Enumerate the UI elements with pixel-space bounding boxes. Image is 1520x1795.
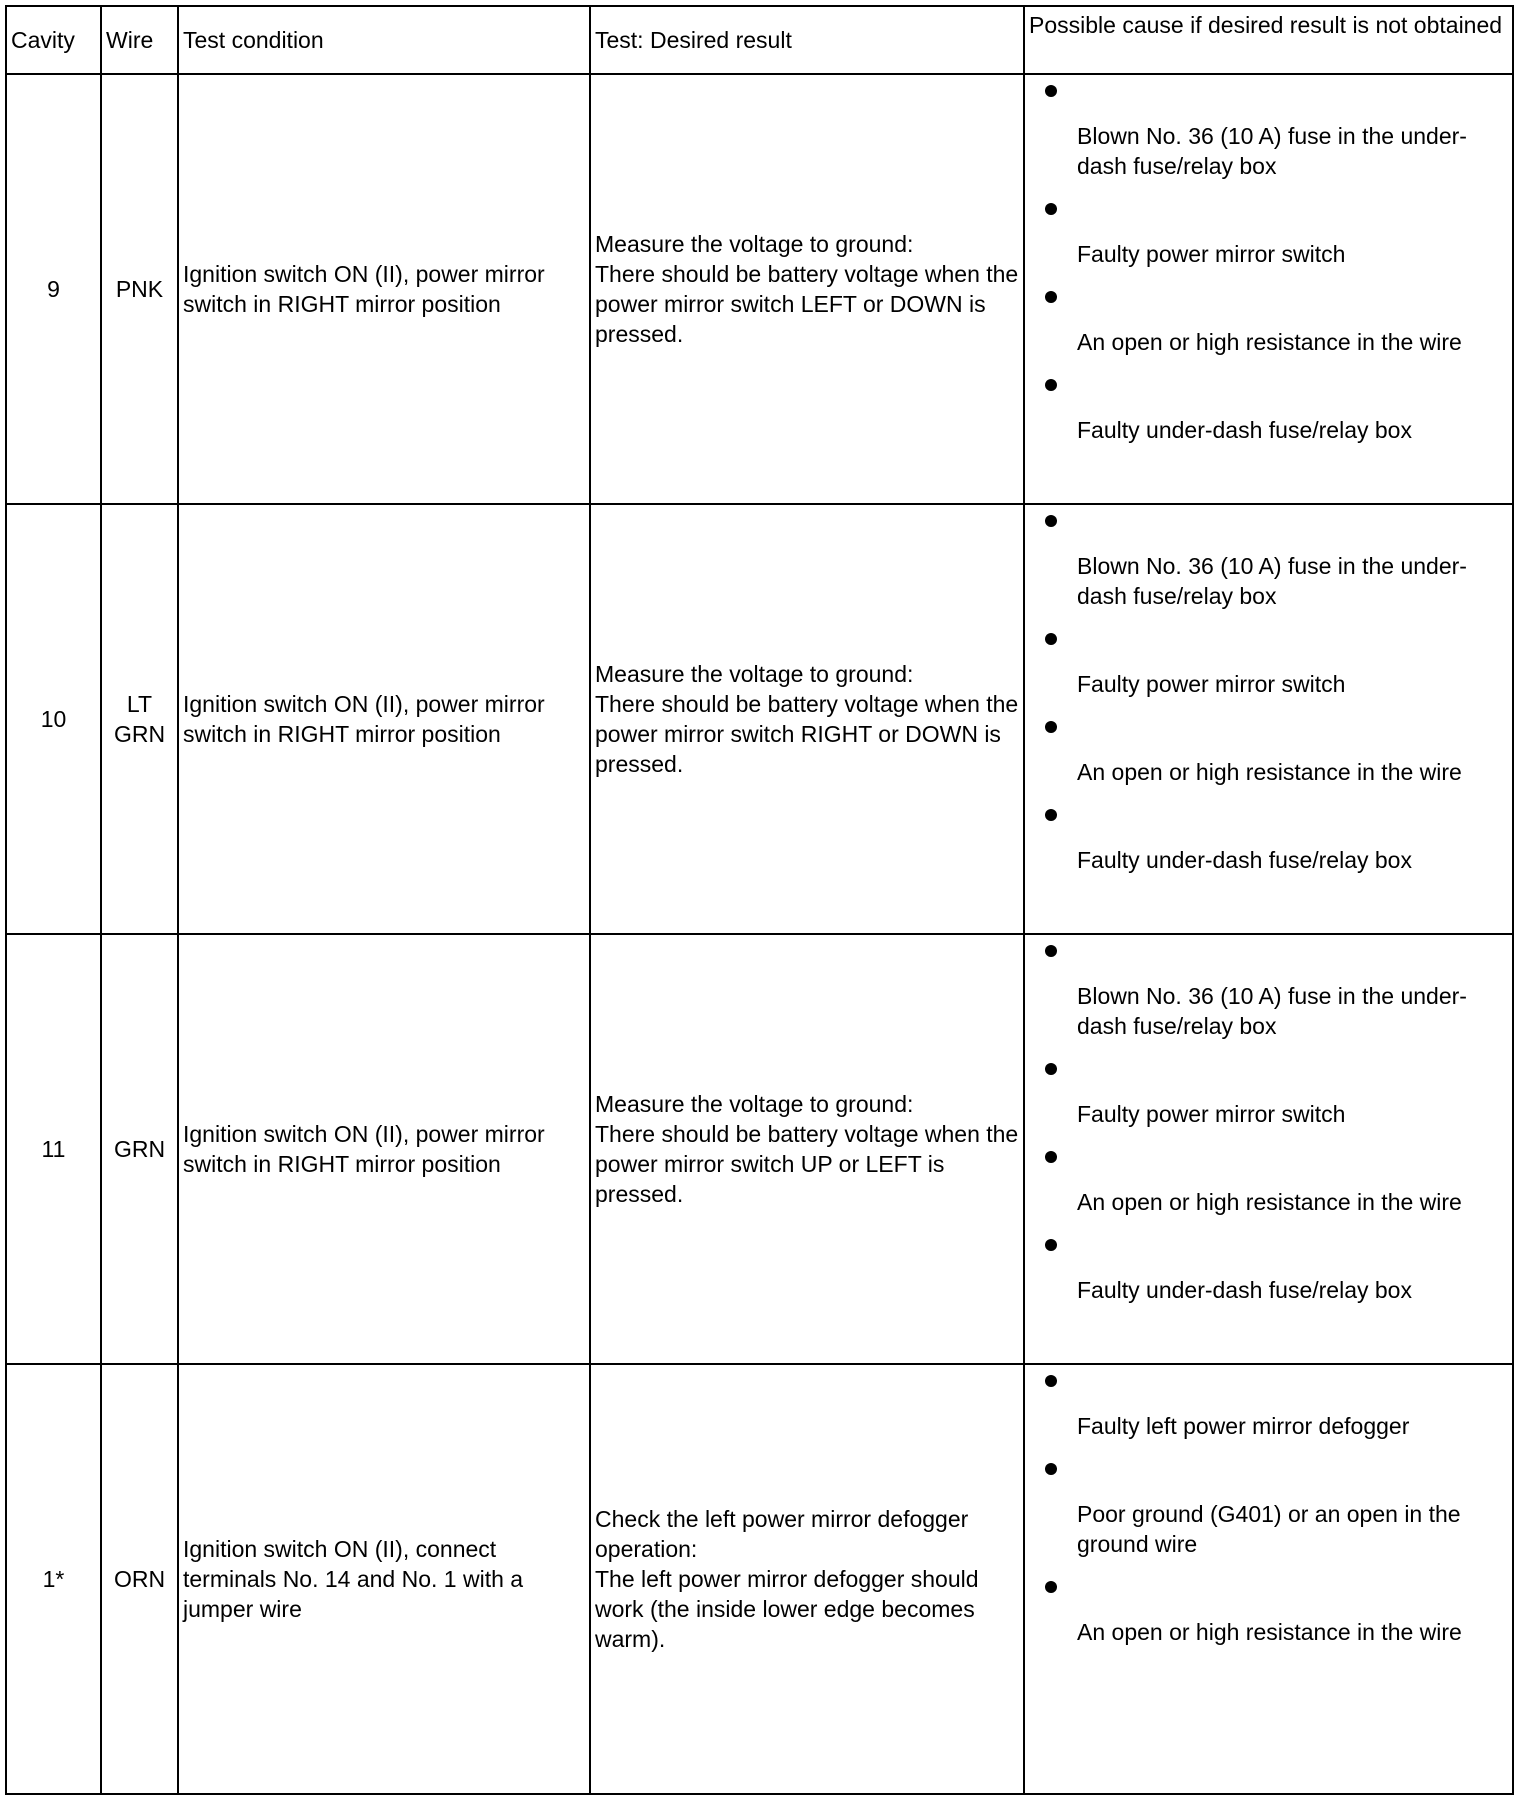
cause-item (1025, 711, 1512, 787)
cause-list (1025, 1365, 1512, 1647)
bullet-icon (1045, 1375, 1057, 1387)
bullet-icon (1045, 809, 1057, 821)
cause-text: Blown No. 36 (10 A) fuse in the under-dash fuse/relay box (1077, 123, 1467, 179)
test-condition-cell: Ignition switch ON (II), power mirror switch in RIGHT mirror position (178, 934, 590, 1364)
cause-text: Faulty power mirror switch (1077, 671, 1346, 697)
test-condition-cell: Ignition switch ON (II), connect terminals No. 14 and No. 1 with a jumper wire (178, 1364, 590, 1794)
table-row (6, 1364, 1513, 1794)
header-possible-cause: Possible cause if desired result is not obtained (1024, 6, 1513, 74)
cavity-cell: 11 (6, 934, 101, 1364)
table-row (6, 74, 1513, 504)
cause-item (1025, 1053, 1512, 1129)
cause-item (1025, 1365, 1512, 1441)
possible-cause-cell (1024, 934, 1513, 1364)
bullet-icon (1045, 633, 1057, 645)
cause-item (1025, 623, 1512, 699)
bullet-icon (1045, 945, 1057, 957)
cavity-cell: 10 (6, 504, 101, 934)
cavity-cell: 9 (6, 74, 101, 504)
bullet-icon (1045, 1581, 1057, 1593)
cause-item (1025, 799, 1512, 875)
header-cavity: Cavity (6, 6, 101, 74)
troubleshooting-table (5, 5, 1514, 1795)
cause-item (1025, 935, 1512, 1041)
bullet-icon (1045, 1063, 1057, 1075)
wire-cell: ORN (101, 1364, 178, 1794)
bullet-icon (1045, 721, 1057, 733)
cause-item (1025, 193, 1512, 269)
bullet-icon (1045, 291, 1057, 303)
cause-text: Faulty power mirror switch (1077, 241, 1346, 267)
bullet-icon (1045, 203, 1057, 215)
header-wire: Wire (101, 6, 178, 74)
header-test-condition: Test condition (178, 6, 590, 74)
cause-text: Faulty left power mirror defogger (1077, 1413, 1410, 1439)
cause-text: Blown No. 36 (10 A) fuse in the under-dash fuse/relay box (1077, 983, 1467, 1039)
cavity-cell: 1* (6, 1364, 101, 1794)
test-condition-cell: Ignition switch ON (II), power mirror switch in RIGHT mirror position (178, 504, 590, 934)
possible-cause-cell (1024, 1364, 1513, 1794)
cause-item (1025, 1229, 1512, 1305)
cause-item (1025, 1571, 1512, 1647)
header-desired-result: Test: Desired result (590, 6, 1024, 74)
cause-text: An open or high resistance in the wire (1077, 1189, 1462, 1215)
wire-cell: PNK (101, 74, 178, 504)
cause-text: An open or high resistance in the wire (1077, 1619, 1462, 1645)
possible-cause-cell (1024, 504, 1513, 934)
cause-text: Poor ground (G401) or an open in the ground wire (1077, 1501, 1461, 1557)
table-row (6, 934, 1513, 1364)
cause-item (1025, 505, 1512, 611)
test-condition-cell: Ignition switch ON (II), power mirror switch in RIGHT mirror position (178, 74, 590, 504)
wire-cell: GRN (101, 934, 178, 1364)
bullet-icon (1045, 515, 1057, 527)
cause-item (1025, 369, 1512, 445)
cause-item (1025, 281, 1512, 357)
cause-item (1025, 75, 1512, 181)
bullet-icon (1045, 1239, 1057, 1251)
cause-text: Faulty under-dash fuse/relay box (1077, 1277, 1412, 1303)
bullet-icon (1045, 1463, 1057, 1475)
cause-item (1025, 1141, 1512, 1217)
table-body (6, 74, 1513, 1794)
possible-cause-cell (1024, 74, 1513, 504)
cause-list (1025, 75, 1512, 445)
bullet-icon (1045, 85, 1057, 97)
cause-list (1025, 505, 1512, 875)
diagnostic-table-sheet (5, 5, 1512, 1697)
wire-cell: LT GRN (101, 504, 178, 934)
bullet-icon (1045, 379, 1057, 391)
cause-text: Faulty power mirror switch (1077, 1101, 1346, 1127)
desired-result-cell: Measure the voltage to ground: There should be battery voltage when the power mirror switch RIGHT or DOWN is pressed. (590, 504, 1024, 934)
bullet-icon (1045, 1151, 1057, 1163)
desired-result-cell: Measure the voltage to ground: There should be battery voltage when the power mirror switch LEFT or DOWN is pressed. (590, 74, 1024, 504)
desired-result-cell: Measure the voltage to ground: There should be battery voltage when the power mirror switch UP or LEFT is pressed. (590, 934, 1024, 1364)
header-row (6, 6, 1513, 74)
cause-list (1025, 935, 1512, 1305)
cause-text: Blown No. 36 (10 A) fuse in the under-dash fuse/relay box (1077, 553, 1467, 609)
cause-item (1025, 1453, 1512, 1559)
cause-text: An open or high resistance in the wire (1077, 329, 1462, 355)
desired-result-cell: Check the left power mirror defogger operation: The left power mirror defogger should work (the inside lower edge becomes warm). (590, 1364, 1024, 1794)
cause-text: An open or high resistance in the wire (1077, 759, 1462, 785)
cause-text: Faulty under-dash fuse/relay box (1077, 847, 1412, 873)
cause-text: Faulty under-dash fuse/relay box (1077, 417, 1412, 443)
table-row (6, 504, 1513, 934)
